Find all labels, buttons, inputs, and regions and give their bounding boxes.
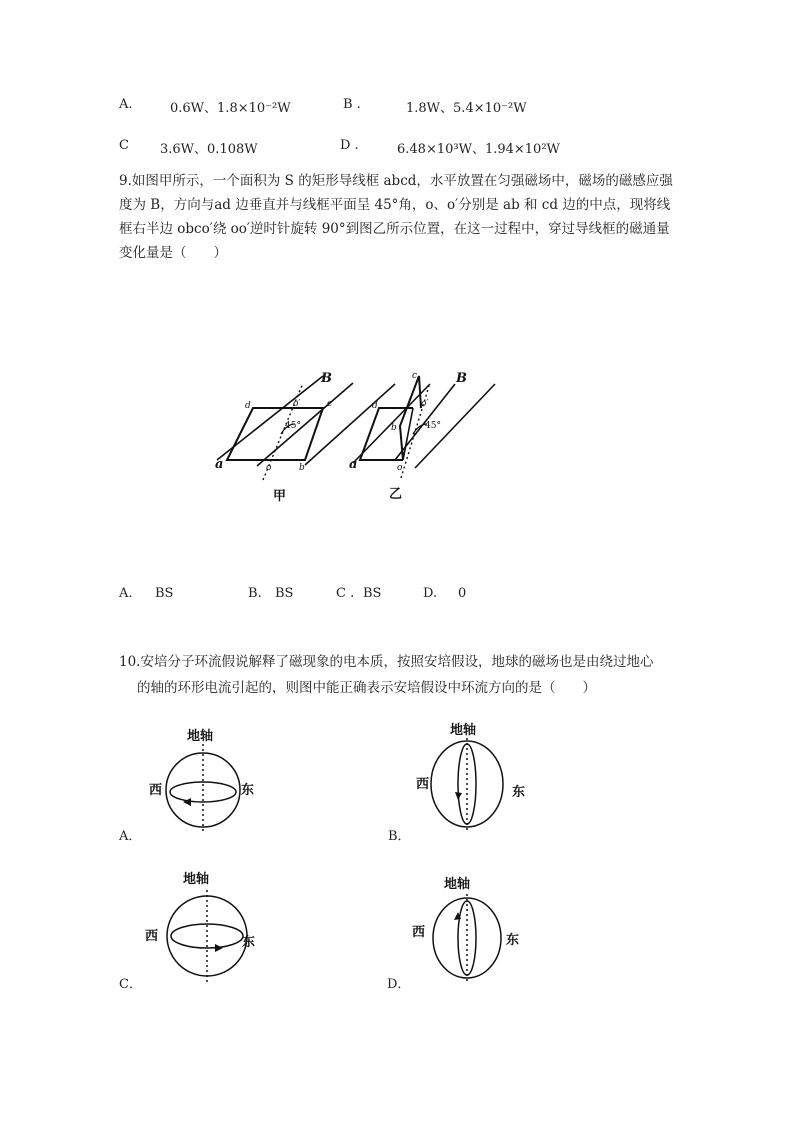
q9-option-c-value: BS xyxy=(363,586,382,601)
q8-option-d-label: D . xyxy=(340,138,359,153)
q9-stem xyxy=(119,169,689,265)
q8-option-c-label: C xyxy=(119,138,129,153)
label-45-jia: 45° xyxy=(285,421,301,431)
label-c-jia: c xyxy=(327,399,333,409)
label-B-jia: B xyxy=(321,371,332,386)
label-oprime-jia: o′ xyxy=(293,399,301,409)
caption-jia: 甲 xyxy=(273,489,287,504)
q9-line-2: 度为 B，方向与ad 边垂直并与线框平面呈 45°角，o、o′分别是 ab 和 cd 边的中点，现将线 xyxy=(119,197,671,213)
arrow-c xyxy=(215,944,223,952)
axis-label-c: 地轴 xyxy=(183,872,210,887)
q10-line-1: 10.安培分子环流假说解释了磁现象的电本质，按照安培假设，地球的磁场也是由绕过地心 xyxy=(119,654,654,670)
q10-figure-b xyxy=(412,720,532,835)
q9-option-d-label: D. xyxy=(423,586,438,601)
label-b-yi: b xyxy=(391,423,397,433)
q10-figure-d xyxy=(410,874,525,986)
west-label-b: 西 xyxy=(416,777,430,792)
label-a-jia: a xyxy=(215,457,224,472)
label-o-jia: o xyxy=(266,463,272,473)
q9-option-b-value: BS xyxy=(275,586,294,601)
label-c-yi: c xyxy=(412,371,418,381)
field-line xyxy=(257,383,353,466)
label-a-yi: a xyxy=(349,457,358,472)
west-label-d: 西 xyxy=(412,925,426,940)
q8-option-a-value: 0.6W、1.8×10⁻²W xyxy=(170,101,291,116)
east-label-a: 东 xyxy=(241,783,255,798)
q9-option-d-value: 0 xyxy=(458,586,467,601)
arrow-a xyxy=(183,798,191,806)
label-o-yi: o xyxy=(397,463,403,473)
q9-line-1: 9.如图甲所示，一个面积为 S 的矩形导线框 abcd，水平放置在匀强磁场中，磁场的磁感应强 xyxy=(119,173,673,189)
q10-figure-c xyxy=(143,868,258,986)
q8-option-d-value: 6.48×10³W、1.94×10²W xyxy=(397,142,560,157)
q10-option-c: C． xyxy=(119,977,142,992)
caption-yi: 乙 xyxy=(389,487,403,502)
label-d-yi: d xyxy=(372,401,378,411)
axis-label-b: 地轴 xyxy=(450,723,477,738)
q10-option-b: B． xyxy=(388,829,411,844)
east-label-b: 东 xyxy=(512,785,526,800)
q9-line-3: 框右半边 obco′绕 oo′逆时针旋转 90°到图乙所示位置，在这一过程中，穿过导线框的磁通量 xyxy=(119,221,670,237)
current-ring-d xyxy=(458,901,476,975)
q10-option-d: D． xyxy=(387,977,411,992)
q9-figure xyxy=(205,368,525,508)
axis-label-a: 地轴 xyxy=(187,729,214,744)
q8-option-c-value: 3.6W、0.108W xyxy=(160,142,258,157)
label-b-jia: b xyxy=(299,463,305,473)
field-line xyxy=(305,384,395,465)
q10-option-a: A． xyxy=(119,829,142,844)
q8-option-a-label: A. xyxy=(119,97,133,112)
q9-option-a-value: BS xyxy=(155,586,174,601)
q10-line-2: 的轴的环形电流引起的，则图中能正确表示安培假设中环流方向的是（ ） xyxy=(137,680,596,696)
q9-option-a-label: A. xyxy=(119,586,133,601)
label-oprime-yi: o′ xyxy=(421,399,429,409)
q10-figure-a xyxy=(145,728,255,838)
arrow-b xyxy=(455,792,462,800)
q9-option-c-label: C . xyxy=(336,586,355,601)
axis-label-d: 地轴 xyxy=(444,877,471,892)
east-label-d: 东 xyxy=(506,933,520,948)
q9-line-4: 变化量是（ ） xyxy=(119,245,227,261)
west-label-c: 西 xyxy=(145,929,159,944)
west-label-a: 西 xyxy=(149,783,163,798)
east-label-c: 东 xyxy=(242,935,256,950)
q8-option-b-label: B . xyxy=(343,97,361,112)
label-B-yi: B xyxy=(456,371,467,386)
q8-option-b-value: 1.8W、5.4×10⁻²W xyxy=(406,101,527,116)
label-d-jia: d xyxy=(245,401,251,411)
label-45-yi: 45° xyxy=(425,421,441,431)
q9-option-b-label: B. xyxy=(248,586,262,601)
